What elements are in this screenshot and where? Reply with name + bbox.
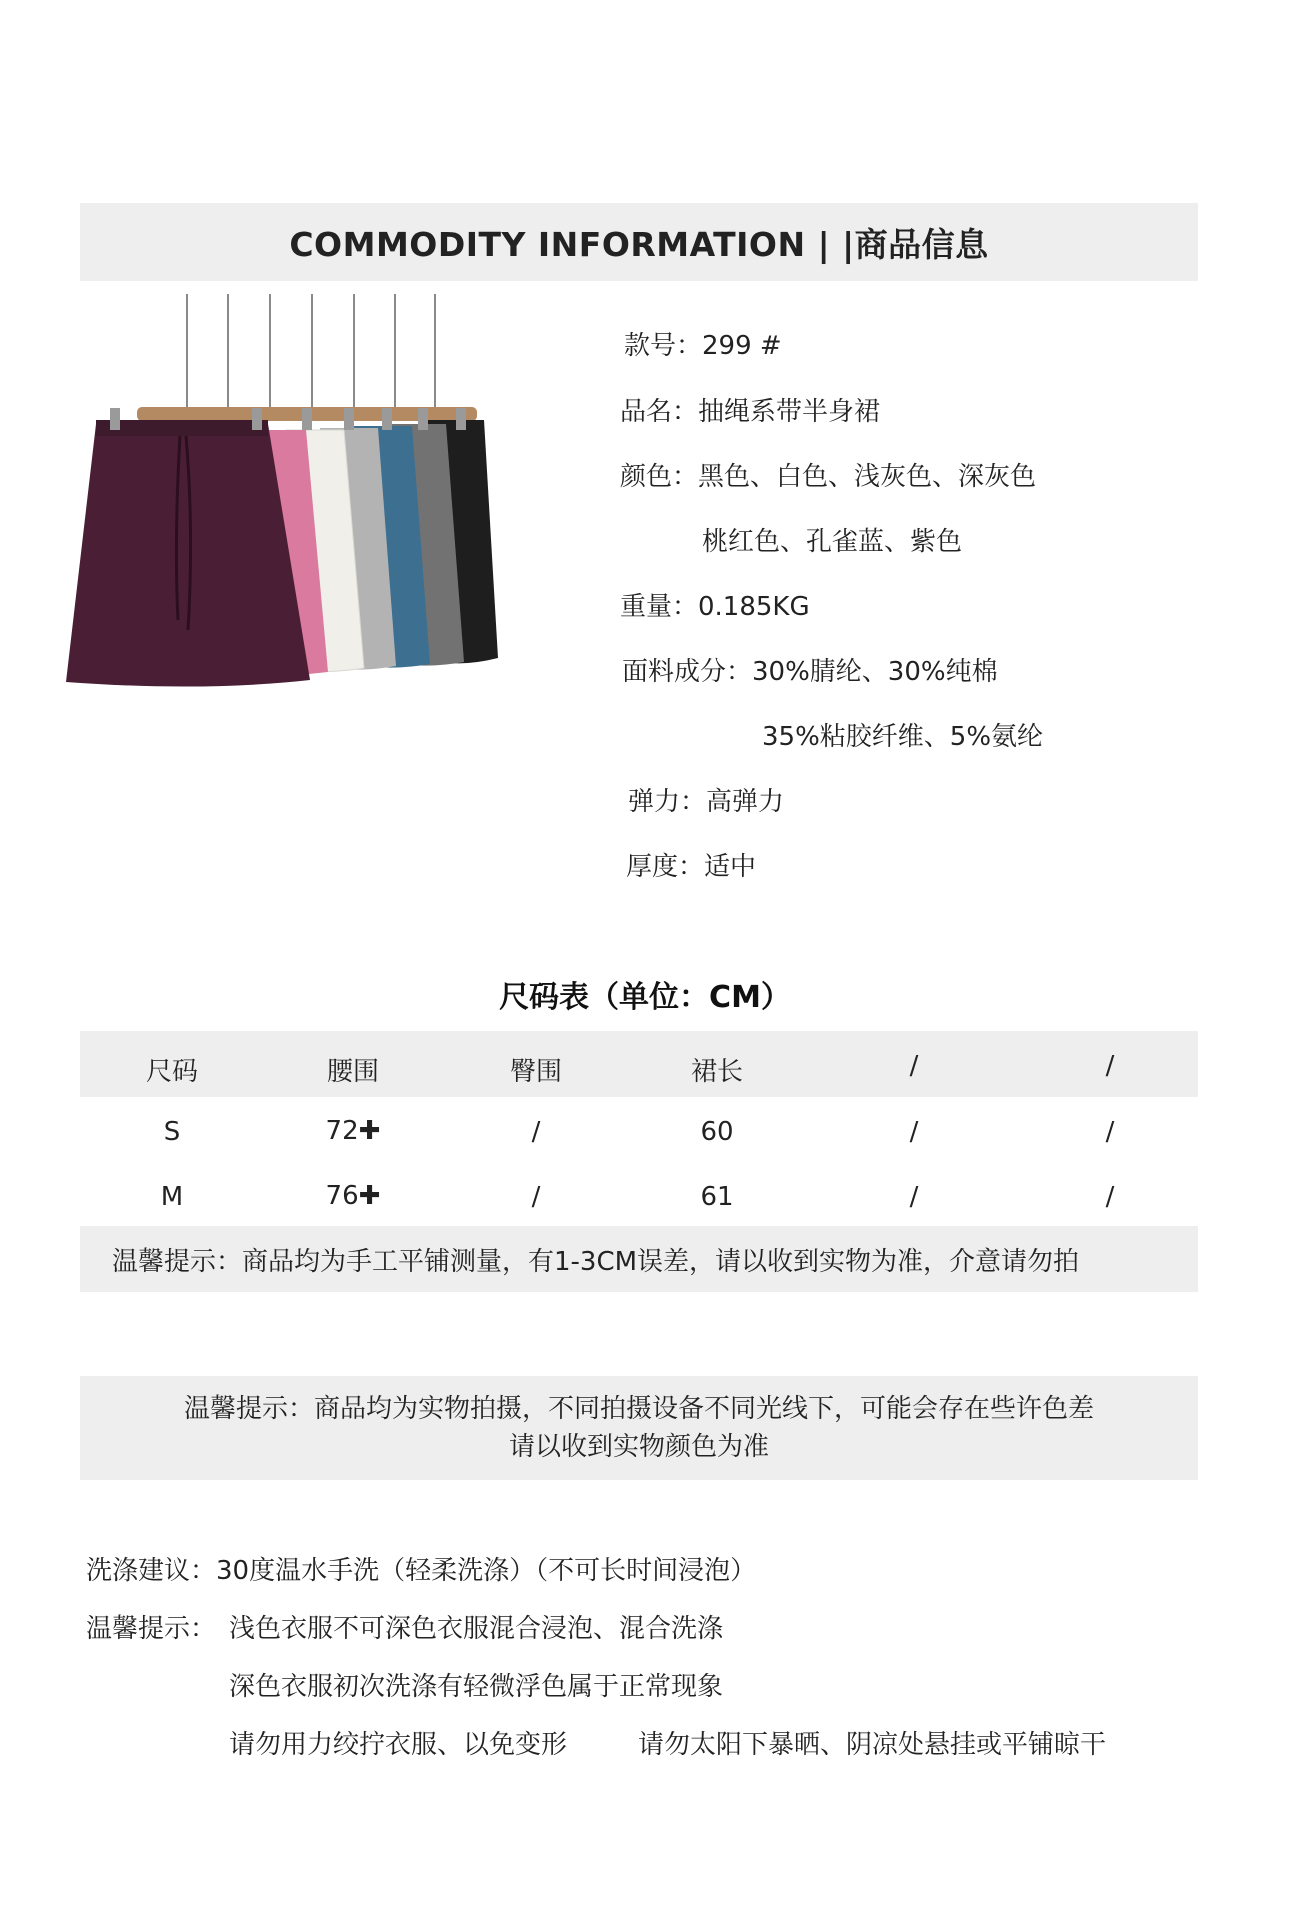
wash-advice: 洗涤建议：30度温水手洗（轻柔洗涤）（不可长时间浸泡） [86, 1556, 757, 1586]
size-table-title: 尺码表（单位：CM） [499, 980, 791, 1015]
thickness: 厚度：适中 [626, 852, 757, 882]
skirt-purple-waistband [96, 420, 268, 436]
header-waist: 腰围 [326, 1057, 380, 1087]
plus-icon: ✚ [358, 1116, 381, 1146]
style-number: 款号：299 # [624, 331, 782, 361]
header-hip: 臀围 [509, 1057, 563, 1087]
row-s-length: 60 [700, 1117, 734, 1147]
color-note-line-2: 请以收到实物颜色为准 [508, 1432, 769, 1462]
wash-tip-4: 请勿太阳下暴晒、阴凉处悬挂或平铺晾干 [638, 1730, 1107, 1760]
row-s-hip: / [531, 1117, 541, 1147]
product-name: 品名：抽绳系带半身裙 [620, 397, 881, 427]
header-col6: / [1105, 1051, 1115, 1081]
row-m-waist: 76✚ [325, 1181, 381, 1211]
row-s-size: S [163, 1117, 181, 1147]
product-photo [62, 290, 562, 730]
wash-tip-2: 深色衣服初次洗涤有轻微浮色属于正常现象 [229, 1672, 724, 1702]
header-size: 尺码 [145, 1057, 199, 1087]
header-length: 裙长 [690, 1057, 744, 1087]
elasticity: 弹力：高弹力 [628, 787, 785, 817]
colors-line-2: 桃红色、孔雀蓝、紫色 [702, 527, 963, 557]
colors-line-1: 颜色：黑色、白色、浅灰色、深灰色 [620, 462, 1037, 492]
row-s-col6: / [1105, 1117, 1115, 1147]
measurement-note-text: 温馨提示：商品均为手工平铺测量，有1-3CM误差，请以收到实物为准，介意请勿拍 [112, 1246, 1080, 1277]
row-m-col6: / [1105, 1182, 1115, 1212]
row-m-length: 61 [700, 1182, 734, 1212]
header-title: COMMODITY INFORMATION | |商品信息 [289, 224, 989, 264]
fabric-line-2: 35%粘胶纤维、5%氨纶 [762, 722, 1044, 752]
row-s-waist: 72✚ [325, 1116, 381, 1146]
row-m-size: M [160, 1182, 184, 1212]
size-table-header [80, 1031, 1198, 1097]
measurement-note [80, 1226, 1198, 1292]
wash-tip-1: 浅色衣服不可深色衣服混合浸泡、混合洗涤 [229, 1614, 724, 1644]
row-m-col5: / [909, 1182, 919, 1212]
color-note [80, 1376, 1198, 1480]
fabric-line-1: 面料成分：30%腈纶、30%纯棉 [622, 657, 998, 687]
header-col5: / [909, 1051, 919, 1081]
plus-icon: ✚ [358, 1181, 381, 1211]
commodity-info-header [80, 203, 1198, 281]
color-note-line-1: 温馨提示：商品均为实物拍摄，不同拍摄设备不同光线下，可能会存在些许色差 [183, 1394, 1094, 1424]
weight: 重量：0.185KG [620, 592, 810, 622]
row-s-col5: / [909, 1117, 919, 1147]
row-m-hip: / [531, 1182, 541, 1212]
wash-tip-3: 请勿用力绞拧衣服、以免变形 [229, 1730, 568, 1760]
hanger-strings [187, 294, 435, 410]
wash-tip-label: 温馨提示： [86, 1614, 217, 1644]
